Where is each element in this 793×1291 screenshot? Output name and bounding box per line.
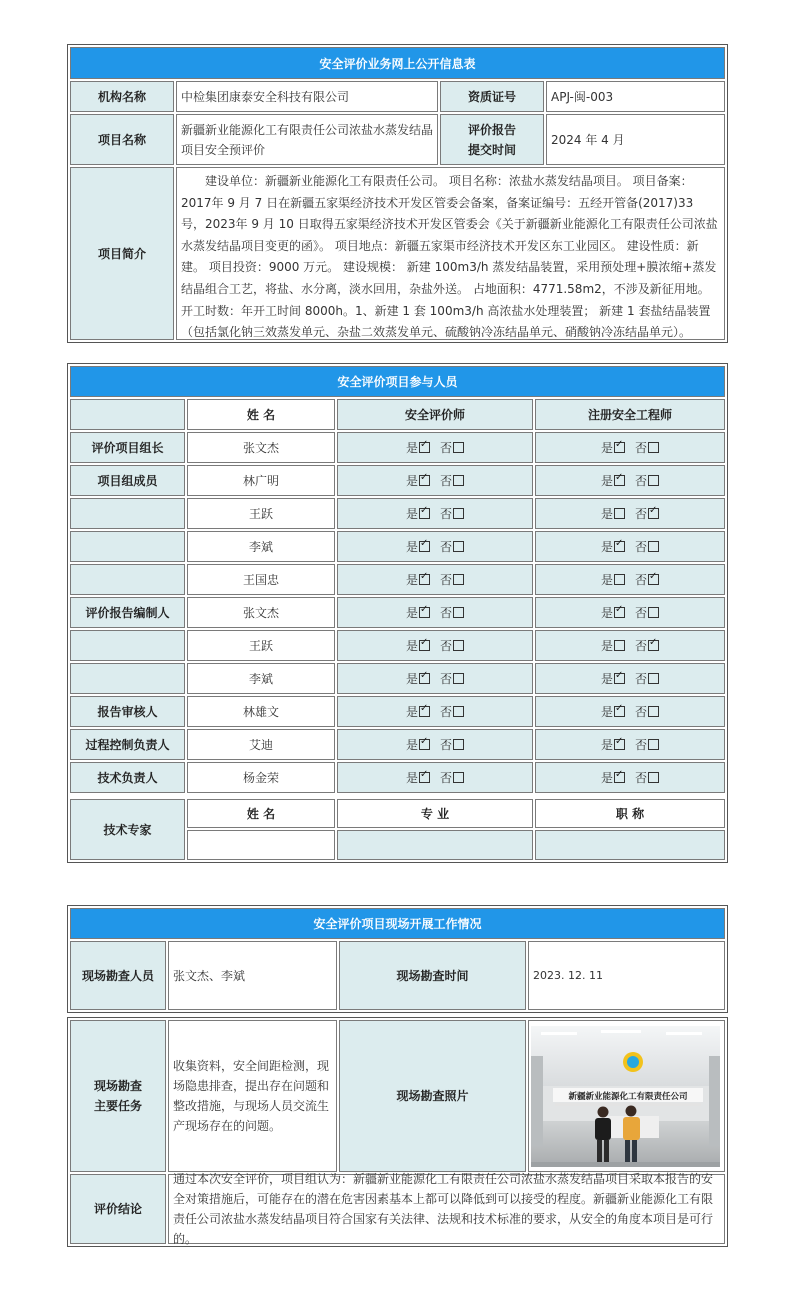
staff-row-name: 林广明	[187, 465, 335, 496]
yes-label: 是	[600, 737, 613, 752]
yes-label: 是	[405, 572, 418, 587]
no-label: 否	[440, 704, 453, 719]
yes-label: 是	[405, 704, 418, 719]
yes-checkbox	[419, 541, 430, 552]
yes-checkbox	[614, 541, 625, 552]
yes-checkbox	[614, 508, 625, 519]
no-checkbox	[648, 673, 659, 684]
yes-label: 是	[600, 605, 613, 620]
col-name-header: 姓 名	[187, 399, 335, 430]
yes-label: 是	[405, 737, 418, 752]
col-engineer-header: 注册安全工程师	[535, 399, 725, 430]
staff-row-engineer	[535, 762, 725, 793]
no-label: 否	[440, 539, 453, 554]
no-checkbox	[648, 541, 659, 552]
staff-row-name: 李斌	[187, 531, 335, 562]
no-label: 否	[440, 737, 453, 752]
staff-row-engineer	[535, 564, 725, 595]
staff-row-role: 评价项目组长	[70, 432, 185, 463]
no-label: 否	[635, 737, 648, 752]
no-checkbox	[648, 508, 659, 519]
cert-label: 资质证号	[440, 81, 544, 112]
staff-row-engineer	[535, 597, 725, 628]
yes-label: 是	[405, 671, 418, 686]
site-time-label: 现场勘查时间	[339, 941, 526, 1010]
no-label: 否	[635, 473, 648, 488]
staff-row-engineer	[535, 663, 725, 694]
staff-row-engineer	[535, 630, 725, 661]
no-checkbox	[453, 706, 464, 717]
site-staff-label: 现场勘查人员	[70, 941, 166, 1010]
yes-checkbox	[419, 772, 430, 783]
yes-label: 是	[600, 770, 613, 785]
staff-table-title: 安全评价项目参与人员	[70, 366, 725, 397]
site-photo	[531, 1026, 720, 1167]
no-label: 否	[635, 506, 648, 521]
yes-label: 是	[405, 539, 418, 554]
staff-row-role	[70, 531, 185, 562]
no-checkbox	[453, 574, 464, 585]
no-label: 否	[440, 638, 453, 653]
org-label: 机构名称	[70, 81, 174, 112]
yes-checkbox	[614, 706, 625, 717]
staff-row-evaluator	[337, 663, 533, 694]
staff-row-role	[70, 564, 185, 595]
staff-row-evaluator	[337, 729, 533, 760]
expert-label: 技术专家	[70, 799, 185, 860]
site-staff-value: 张文杰、李斌	[168, 941, 337, 1010]
no-label: 否	[635, 671, 648, 686]
yes-checkbox	[419, 508, 430, 519]
staff-row-evaluator	[337, 498, 533, 529]
project-name-value: 新疆新业能源化工有限责任公司浓盐水蒸发结晶项目安全预评价	[176, 114, 438, 165]
staff-row-name: 王跃	[187, 630, 335, 661]
staff-row-role	[70, 498, 185, 529]
intro-value: 建设单位：新疆新业能源化工有限责任公司。 项目名称：浓盐水蒸发结晶项目。 项目备案：2017年 9 月 7 日在新疆五家渠经济技术开发区管委会备案，备案证编号：五经开管备(2017)33 号，2023年 9 月 10 日取得五家渠经济技术开发区管委会《关于新疆新业能源化工有限责任公司浓盐水蒸发结晶项目变更的函》。 项目地点：新疆五家渠市经济技术开发区东工业园区。 建设性质：新建。 项目投资：9000 万元。 建设规模： 新建 100m3/h 蒸发结晶装置，采用预处理+膜浓缩+蒸发结晶组合工艺，将盐、水分离，淡水回用，杂盐外送。 占地面积：4771.58m2，不涉及新征用地。 开工时数：年开工时间 8000h。1、新建 1 套 100m3/h 高浓盐水处理装置； 新建 1 套盐结晶装置（包括氯化钠三效蒸发单元、杂盐二效蒸发单元、硫酸钠冷冻结晶单元、硝酸钠冷冻结晶单元）。	[176, 167, 725, 340]
staff-row-name: 林雄文	[187, 696, 335, 727]
yes-label: 是	[405, 506, 418, 521]
no-checkbox	[453, 673, 464, 684]
staff-row-name: 王跃	[187, 498, 335, 529]
expert-col-name: 姓 名	[187, 799, 335, 828]
no-label: 否	[635, 638, 648, 653]
yes-label: 是	[405, 473, 418, 488]
yes-checkbox	[419, 739, 430, 750]
no-checkbox	[648, 574, 659, 585]
staff-row-engineer	[535, 531, 725, 562]
no-checkbox	[648, 772, 659, 783]
site-table	[67, 905, 728, 1013]
expert-major-cell	[337, 830, 533, 860]
yes-checkbox	[419, 475, 430, 486]
yes-label: 是	[405, 440, 418, 455]
staff-row-engineer	[535, 498, 725, 529]
staff-row-role: 过程控制负责人	[70, 729, 185, 760]
no-label: 否	[440, 671, 453, 686]
yes-checkbox	[614, 442, 625, 453]
staff-table	[67, 363, 728, 863]
yes-label: 是	[600, 440, 613, 455]
site-photo-sign: 新疆新业能源化工有限责任公司	[568, 1092, 688, 1102]
expert-name-cell	[187, 830, 335, 860]
staff-row-name: 张文杰	[187, 432, 335, 463]
no-checkbox	[453, 772, 464, 783]
no-checkbox	[648, 475, 659, 486]
info-table	[67, 44, 728, 343]
site-table-title: 安全评价项目现场开展工作情况	[70, 908, 725, 939]
staff-row-evaluator	[337, 630, 533, 661]
site-task-label-line2: 主要任务	[93, 1099, 142, 1113]
staff-row-role	[70, 630, 185, 661]
yes-checkbox	[419, 706, 430, 717]
staff-row-role: 评价报告编制人	[70, 597, 185, 628]
staff-row-evaluator	[337, 432, 533, 463]
staff-row-evaluator	[337, 465, 533, 496]
yes-label: 是	[600, 539, 613, 554]
staff-row-engineer	[535, 729, 725, 760]
yes-label: 是	[405, 638, 418, 653]
no-label: 否	[440, 473, 453, 488]
staff-row-engineer	[535, 432, 725, 463]
staff-header-blank	[70, 399, 185, 430]
staff-row-name: 艾迪	[187, 729, 335, 760]
staff-row-role: 项目组成员	[70, 465, 185, 496]
yes-checkbox	[614, 574, 625, 585]
conclusion-label: 评价结论	[70, 1174, 166, 1244]
project-name-label: 项目名称	[70, 114, 174, 165]
col-evaluator-header: 安全评价师	[337, 399, 533, 430]
no-label: 否	[635, 440, 648, 455]
staff-row-evaluator	[337, 597, 533, 628]
site-photo-cell	[528, 1020, 725, 1172]
staff-row-role: 报告审核人	[70, 696, 185, 727]
yes-checkbox	[419, 673, 430, 684]
no-checkbox	[453, 607, 464, 618]
yes-label: 是	[600, 473, 613, 488]
yes-checkbox	[419, 574, 430, 585]
yes-checkbox	[614, 739, 625, 750]
no-checkbox	[648, 739, 659, 750]
report-time-value: 2024 年 4 月	[546, 114, 725, 165]
expert-col-title: 职 称	[535, 799, 725, 828]
staff-row-name: 张文杰	[187, 597, 335, 628]
yes-label: 是	[600, 572, 613, 587]
yes-label: 是	[405, 605, 418, 620]
info-table-title: 安全评价业务网上公开信息表	[70, 47, 725, 79]
no-label: 否	[635, 539, 648, 554]
staff-row-evaluator	[337, 696, 533, 727]
yes-checkbox	[419, 442, 430, 453]
conclusion-value: 通过本次安全评价，项目组认为：新疆新业能源化工有限责任公司浓盐水蒸发结晶项目采取本报告的安全对策措施后，可能存在的潜在危害因素基本上都可以降低到可以接受的程度。新疆新业能源化工有限责任公司浓盐水蒸发结晶项目符合国家有关法律、法规和技术标准的要求，从安全的角度本项目是可行的。	[168, 1174, 725, 1244]
staff-row-name: 王国忠	[187, 564, 335, 595]
no-checkbox	[648, 640, 659, 651]
report-time-label-line1: 评价报告	[467, 122, 516, 137]
staff-row-name: 杨金荣	[187, 762, 335, 793]
report-time-label-line2: 提交时间	[467, 142, 516, 157]
no-checkbox	[453, 739, 464, 750]
site-task-label	[70, 1020, 166, 1172]
site-photo-image	[531, 1026, 720, 1167]
staff-row-evaluator	[337, 531, 533, 562]
yes-checkbox	[614, 640, 625, 651]
no-checkbox	[648, 607, 659, 618]
cert-value: APJ-闽-003	[546, 81, 725, 112]
site-task-value: 收集资料，安全间距检测，现场隐患排查，提出存在问题和整改措施，与现场人员交流生产现场存在的问题。	[168, 1020, 337, 1172]
no-label: 否	[440, 605, 453, 620]
staff-row-role	[70, 663, 185, 694]
yes-label: 是	[600, 638, 613, 653]
staff-row-role: 技术负责人	[70, 762, 185, 793]
yes-checkbox	[419, 607, 430, 618]
yes-checkbox	[614, 772, 625, 783]
no-checkbox	[453, 640, 464, 651]
site-photo-label: 现场勘查照片	[339, 1020, 526, 1172]
staff-row-evaluator	[337, 564, 533, 595]
yes-checkbox	[614, 607, 625, 618]
site-time-value: 2023. 12. 11	[528, 941, 725, 1010]
no-label: 否	[440, 506, 453, 521]
yes-checkbox	[419, 640, 430, 651]
staff-row-engineer	[535, 696, 725, 727]
no-checkbox	[453, 541, 464, 552]
intro-label: 项目简介	[70, 167, 174, 340]
org-value: 中检集团康泰安全科技有限公司	[176, 81, 438, 112]
staff-row-evaluator	[337, 762, 533, 793]
yes-label: 是	[600, 671, 613, 686]
site-detail-table	[67, 1017, 728, 1247]
no-label: 否	[635, 572, 648, 587]
yes-checkbox	[614, 673, 625, 684]
no-label: 否	[440, 770, 453, 785]
no-label: 否	[440, 440, 453, 455]
expert-col-major: 专 业	[337, 799, 533, 828]
yes-label: 是	[600, 704, 613, 719]
yes-checkbox	[614, 475, 625, 486]
staff-row-name: 李斌	[187, 663, 335, 694]
no-label: 否	[635, 770, 648, 785]
no-checkbox	[453, 442, 464, 453]
no-label: 否	[635, 704, 648, 719]
no-checkbox	[648, 706, 659, 717]
no-checkbox	[453, 475, 464, 486]
yes-label: 是	[405, 770, 418, 785]
site-task-label-line1: 现场勘查	[93, 1079, 142, 1093]
no-checkbox	[648, 442, 659, 453]
yes-label: 是	[600, 506, 613, 521]
no-checkbox	[453, 508, 464, 519]
no-label: 否	[440, 572, 453, 587]
report-time-label	[440, 114, 544, 165]
expert-title-cell	[535, 830, 725, 860]
staff-row-engineer	[535, 465, 725, 496]
no-label: 否	[635, 605, 648, 620]
